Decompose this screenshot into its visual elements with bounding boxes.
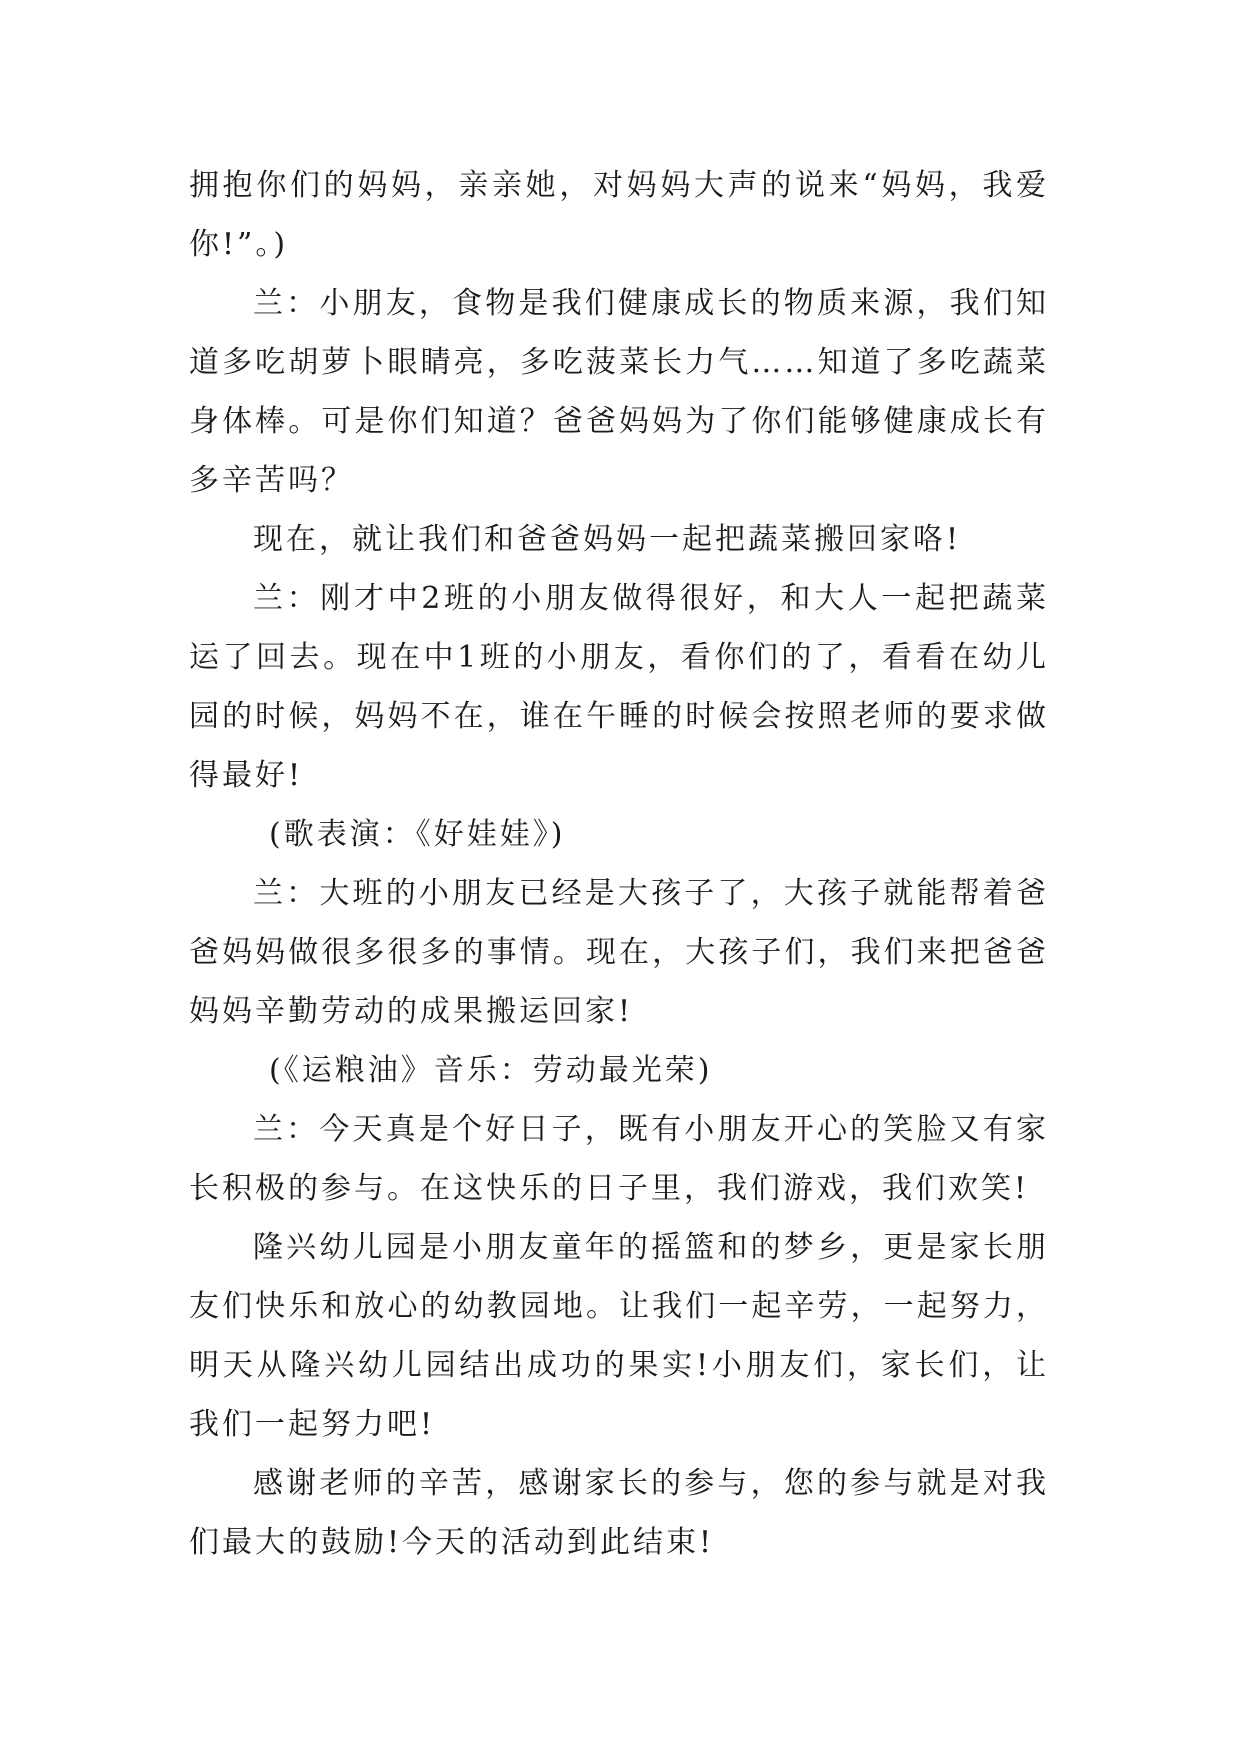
document-body (189, 156, 1049, 1572)
paragraph: 感谢老师的辛苦，感谢家长的参与，您的参与就是对我们最大的鼓励!今天的活动到此结束! (189, 1466, 1049, 1560)
paragraph: (歌表演：《好娃娃》) (269, 817, 566, 852)
paragraph: 兰：刚才中2班的小朋友做得很好，和大人一起把蔬菜运了回去。现在中1班的小朋友，看你们的了，看看在幼儿园的时候，妈妈不在，谁在午睡的时候会按照老师的要求做得最好! (189, 581, 1049, 793)
paragraph: 兰：今天真是个好日子，既有小朋友开心的笑脸又有家长积极的参与。在这快乐的日子里，我们游戏，我们欢笑! (189, 1112, 1049, 1206)
paragraph: 拥抱你们的妈妈，亲亲她，对妈妈大声的说来“妈妈，我爱你!”。) (189, 168, 1049, 262)
paragraph: 兰：大班的小朋友已经是大孩子了，大孩子就能帮着爸爸妈妈做很多很多的事情。现在，大孩子们，我们来把爸爸妈妈辛勤劳动的成果搬运回家! (189, 876, 1049, 1029)
paragraph: 兰：小朋友，食物是我们健康成长的物质来源，我们知道多吃胡萝卜眼睛亮，多吃菠菜长力气……知道了多吃蔬菜身体棒。可是你们知道？爸爸妈妈为了你们能够健康成长有多辛苦吗？ (189, 286, 1049, 498)
paragraph: 现在，就让我们和爸爸妈妈一起把蔬菜搬回家咯! (253, 522, 962, 557)
paragraph: (《运粮油》音乐：劳动最光荣) (269, 1053, 713, 1088)
paragraph: 隆兴幼儿园是小朋友童年的摇篮和的梦乡，更是家长朋友们快乐和放心的幼教园地。让我们一起辛劳，一起努力，明天从隆兴幼儿园结出成功的果实!小朋友们，家长们，让我们一起努力吧! (189, 1230, 1049, 1442)
